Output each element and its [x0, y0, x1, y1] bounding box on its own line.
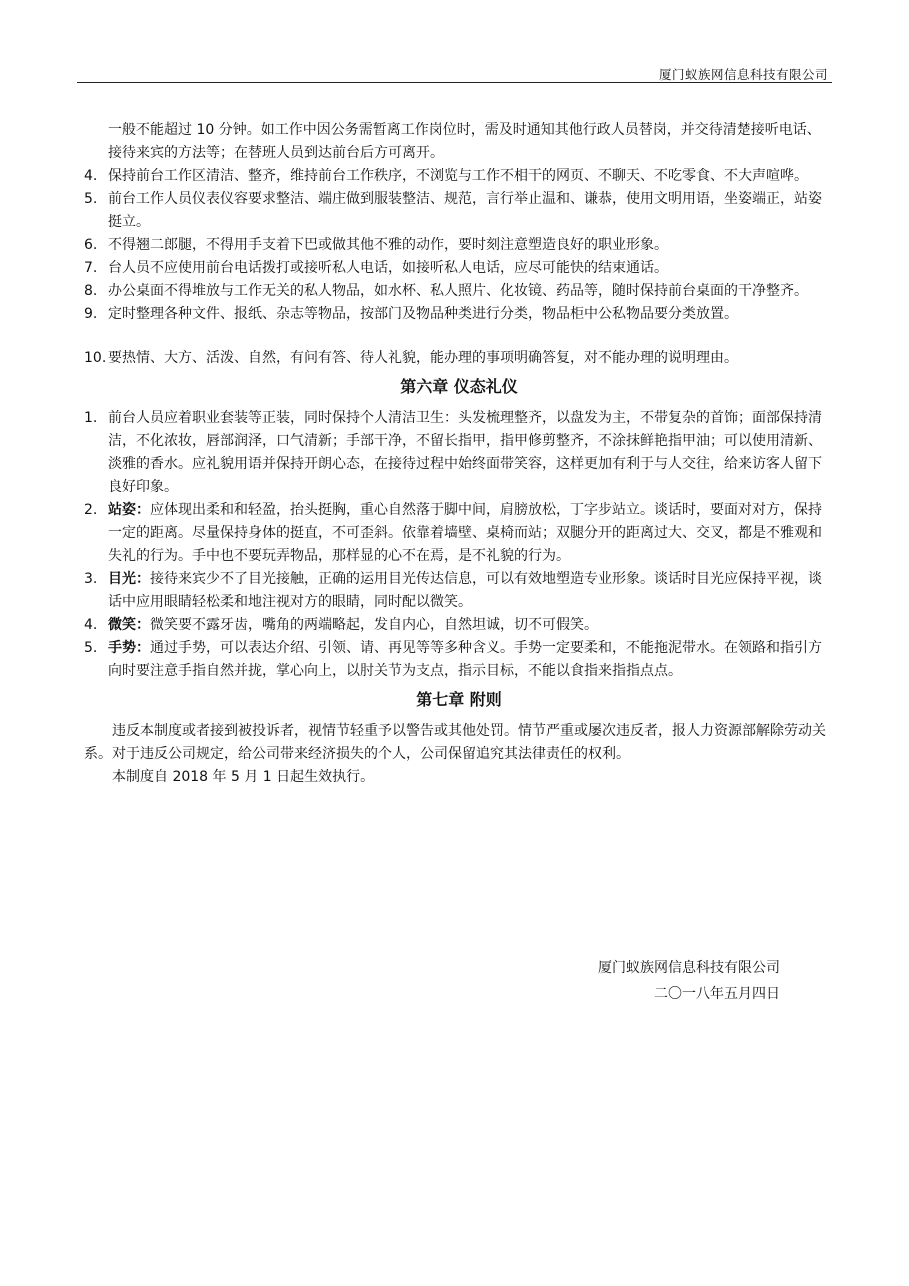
list-item-number: 8. [84, 283, 98, 299]
list-item [84, 347, 834, 370]
list-item-text: 办公桌面不得堆放与工作无关的私人物品，如水杯、私人照片、化妆镜、药品等，随时保持前台桌面的干净整齐。 [108, 283, 808, 299]
list-item-text: 要热情、大方、活泼、自然，有问有答、待人礼貌，能办理的事项明确答复，对不能办理的说明理由。 [108, 350, 738, 366]
list-item [84, 407, 834, 499]
list-item [84, 637, 834, 683]
list-item-term: 微笑： [108, 617, 150, 633]
list-item-term: 目光： [108, 571, 150, 587]
chapter5-list [84, 165, 834, 370]
list-item-number: 9. [84, 306, 98, 322]
list-item [84, 257, 834, 280]
list-item-text: 前台工作人员仪表仪容要求整洁、端庄做到服装整洁、规范，言行举止温和、谦恭，使用文明用语，坐姿端正，站姿挺立。 [108, 191, 822, 230]
list-item-number: 5. [84, 640, 98, 656]
chapter6-list [84, 407, 834, 683]
list-item [84, 499, 834, 568]
list-item-term: 手势： [108, 640, 150, 656]
list-item-text: 微笑要不露牙齿，嘴角的两端略起，发自内心，自然坦诚，切不可假笑。 [150, 617, 598, 633]
list-item [84, 303, 834, 326]
spacer [84, 326, 834, 347]
chapter-seven-title: 第七章 附则 [416, 690, 502, 709]
list-item-text: 定时整理各种文件、报纸、杂志等物品，按部门及物品种类进行分类，物品柜中公私物品要分类放置。 [108, 306, 738, 322]
list-item [84, 165, 834, 188]
list-item [84, 568, 834, 614]
list-item-number: 5. [84, 191, 98, 207]
list-item [84, 280, 834, 303]
list-item [84, 614, 834, 637]
chapter7-paragraph: 违反本制度或者接到被投诉者，视情节轻重予以警告或其他处罚。情节严重或屡次违反者，报人力资源部解除劳动关系。对于违反公司规定，给公司带来经济损失的个人，公司保留追究其法律责任的权利。 [84, 723, 826, 762]
signature-date: 二〇一八年五月四日 [654, 986, 780, 1002]
document-body [84, 119, 834, 789]
list-item-text: 应体现出柔和和轻盈，抬头挺胸，重心自然落于脚中间，肩膀放松，丁字步站立。谈话时，要面对对方，保持一定的距离。尽量保持身体的挺直，不可歪斜。依靠着墙壁、桌椅而站；双腿分开的距离过大、交叉，都是不雅观和失礼的行为。手中也不要玩弄物品，那样显的心不在焉，是不礼貌的行为。 [108, 502, 822, 564]
list-item-term: 站姿： [108, 502, 150, 518]
effective-date-paragraph: 本制度自 2018 年 5 月 1 日起生效执行。 [112, 769, 375, 785]
header-company-name: 厦门蚁族网信息科技有限公司 [658, 67, 828, 82]
list-item-text: 不得翘二郎腿，不得用手支着下巴或做其他不雅的动作，要时刻注意塑造良好的职业形象。 [108, 237, 668, 253]
list-item-text: 前台人员应着职业套装等正装，同时保持个人清洁卫生：头发梳理整齐，以盘发为主，不带复杂的首饰；面部保持清洁，不化浓妆，唇部润泽，口气清新；手部干净，不留长指甲，指甲修剪整齐，不涂抹鲜艳指甲油；可以使用清新、淡雅的香水。应礼貌用语并保持开朗心态，在接待过程中始终面带笑容，这样更加有利于与人交往，给来访客人留下良好印象。 [108, 410, 822, 495]
list-item-number: 4. [84, 168, 98, 184]
signature-block [500, 955, 780, 1007]
list-item-number: 1. [84, 410, 98, 426]
chapter-six-title: 第六章 仪态礼仪 [400, 377, 518, 396]
list-item-text: 台人员不应使用前台电话拨打或接听私人电话，如接听私人电话，应尽可能快的结束通话。 [108, 260, 668, 276]
list-item-number: 6. [84, 237, 98, 253]
list-item-text: 接待来宾少不了目光接触，正确的运用目光传达信息，可以有效地塑造专业形象。谈话时目光应保持平视，谈话中应用眼睛轻松柔和地注视对方的眼睛，同时配以微笑。 [108, 571, 822, 610]
list-item-number: 4. [84, 617, 98, 633]
list-item [84, 188, 834, 234]
continued-paragraph: 一般不能超过 10 分钟。如工作中因公务需暂离工作岗位时，需及时通知其他行政人员替岗，并交待清楚接听电话、接待来宾的方法等；在替班人员到达前台后方可离开。 [108, 122, 821, 161]
list-item-number: 7. [84, 260, 98, 276]
list-item-number: 10. [84, 350, 107, 366]
list-item-text: 通过手势，可以表达介绍、引领、请、再见等等多种含义。手势一定要柔和，不能拖泥带水。在领路和指引方向时要注意手指自然并拢，掌心向上，以肘关节为支点，指示目标，不能以食指来指指点点。 [108, 640, 822, 679]
signature-company: 厦门蚁族网信息科技有限公司 [598, 960, 780, 976]
page-header [77, 62, 832, 83]
list-item-text: 保持前台工作区清洁、整齐，维持前台工作秩序，不浏览与工作不相干的网页、不聊天、不吃零食、不大声喧哗。 [108, 168, 808, 184]
list-item [84, 234, 834, 257]
list-item-number: 3. [84, 571, 98, 587]
list-item-number: 2. [84, 502, 98, 518]
